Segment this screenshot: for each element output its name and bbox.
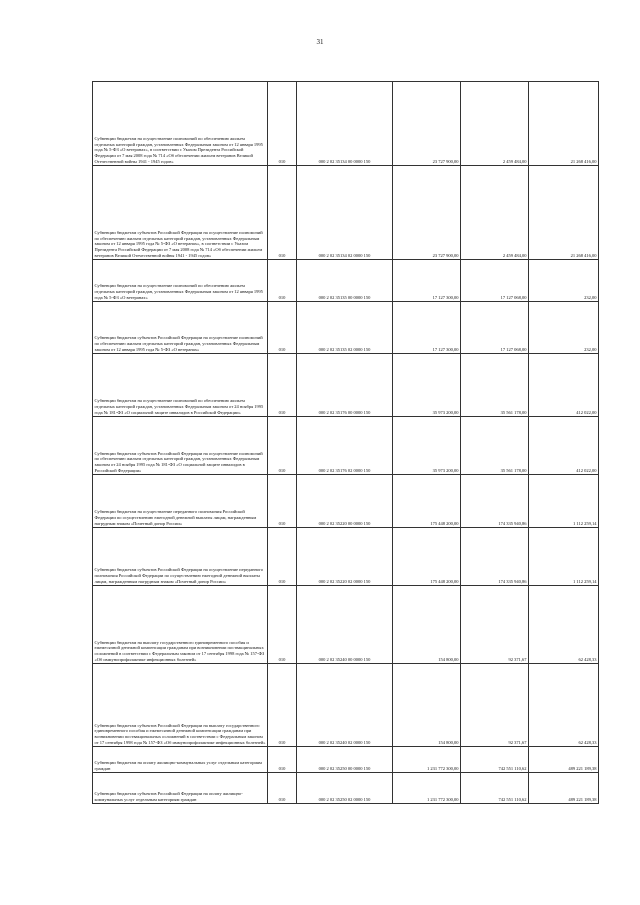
table-row [93, 747, 599, 773]
budget-table [92, 81, 599, 804]
table-row [93, 166, 599, 260]
table-row [93, 302, 599, 354]
row-code: 010 [268, 82, 297, 166]
row-description: Субвенции бюджетам на осуществление полномочий по обеспечению жильем отдельных категорий граждан, установленных Федеральным законом от 12 января 1995 года № 5-ФЗ «О ветеранах», в соответствии с Указом Президента Российской Федерации от 7 мая 2008 года № 714 «Об обеспечении жильем ветеранов Великой Отечественной войны 1941 - 1945 годов» [93, 82, 268, 166]
row-unexecuted-amount: 62 428,33 [529, 664, 599, 747]
row-code: 010 [268, 747, 297, 773]
row-unexecuted-amount: 489 221 189,38 [529, 747, 599, 773]
row-unexecuted-amount: 62 428,33 [529, 586, 599, 664]
row-description: Субвенции бюджетам на осуществление переданного полномочия Российской Федерации по осуществлению ежегодной денежной выплаты лицам, награжденным нагрудным знаком «Почетный донор России» [93, 475, 268, 528]
row-code: 010 [268, 664, 297, 747]
row-classification: 000 2 02 35176 02 0000 150 [297, 417, 393, 475]
row-description: Субвенции бюджетам на выплату государственного единовременного пособия и ежемесячной денежной компенсации гражданам при возникновении поствакцинальных осложнений в соответствии с Федеральным законом от 17 сентября 1998 года № 157-ФЗ «Об иммунопрофилактике инфекционных болезней» [93, 586, 268, 664]
row-code: 010 [268, 354, 297, 417]
row-unexecuted-amount: 1 112 259,14 [529, 528, 599, 586]
row-executed-amount: 17 127 068,00 [461, 260, 529, 302]
row-unexecuted-amount: 489 221 189,38 [529, 773, 599, 804]
row-approved-amount: 23 727 900,00 [393, 82, 461, 166]
row-executed-amount: 174 335 940,86 [461, 528, 529, 586]
row-executed-amount: 35 561 178,00 [461, 417, 529, 475]
row-executed-amount: 2 459 484,00 [461, 82, 529, 166]
row-approved-amount: 35 973 200,00 [393, 417, 461, 475]
page-number: 31 [316, 38, 324, 46]
row-classification: 000 2 02 35135 00 0000 150 [297, 260, 393, 302]
row-unexecuted-amount: 21 268 416,00 [529, 166, 599, 260]
row-classification: 000 2 02 35134 00 0000 150 [297, 82, 393, 166]
row-classification: 000 2 02 35176 00 0000 150 [297, 354, 393, 417]
row-description: Субвенции бюджетам на осуществление полномочий по обеспечению жильем отдельных категорий граждан, установленных Федеральным законом от 12 января 1995 года № 5-ФЗ «О ветеранах» [93, 260, 268, 302]
row-classification: 000 2 02 35250 02 0000 150 [297, 773, 393, 804]
row-unexecuted-amount: 232,00 [529, 260, 599, 302]
row-description: Субвенции бюджетам на осуществление полномочий по обеспечению жильем отдельных категорий граждан, установленных Федеральным законом от 24 ноября 1995 года № 181-ФЗ «О социальной защите инвалидов в Российской Федерации» [93, 354, 268, 417]
row-executed-amount: 35 561 178,00 [461, 354, 529, 417]
row-code: 010 [268, 586, 297, 664]
row-approved-amount: 154 800,00 [393, 586, 461, 664]
row-description: Субвенции бюджетам субъектов Российской Федерации на выплату государственного единовременного пособия и ежемесячной денежной компенсации гражданам при возникновении поствакцинальных осложнений в соответствии с Федеральным законом от 17 сентября 1998 года № 157-ФЗ «Об иммунопрофилактике инфекционных болезней» [93, 664, 268, 747]
row-approved-amount: 23 727 900,00 [393, 166, 461, 260]
row-executed-amount: 742 551 110,62 [461, 773, 529, 804]
row-code: 010 [268, 166, 297, 260]
row-code: 010 [268, 417, 297, 475]
row-executed-amount: 742 551 110,62 [461, 747, 529, 773]
row-code: 010 [268, 475, 297, 528]
row-approved-amount: 154 800,00 [393, 664, 461, 747]
row-description: Субвенции бюджетам субъектов Российской Федерации на осуществление полномочий по обеспечению жильем отдельных категорий граждан, установленных Федеральным законом от 12 января 1995 года № 5-ФЗ «О ветеранах», в соответствии с Указом Президента Российской Федерации от 7 мая 2008 года № 714 «Об обеспечении жильем ветеранов Великой Отечественной войны 1941 - 1945 годов» [93, 166, 268, 260]
row-executed-amount: 174 335 940,86 [461, 475, 529, 528]
row-classification: 000 2 02 35240 02 0000 150 [297, 664, 393, 747]
table-row [93, 586, 599, 664]
row-unexecuted-amount: 412 022,00 [529, 417, 599, 475]
row-unexecuted-amount: 232,00 [529, 302, 599, 354]
row-approved-amount: 1 231 772 300,00 [393, 773, 461, 804]
row-code: 010 [268, 528, 297, 586]
row-unexecuted-amount: 21 268 416,00 [529, 82, 599, 166]
row-approved-amount: 17 127 300,00 [393, 302, 461, 354]
table-row [93, 354, 599, 417]
row-approved-amount: 175 448 200,00 [393, 475, 461, 528]
row-executed-amount: 92 371,67 [461, 664, 529, 747]
row-classification: 000 2 02 35135 02 0000 150 [297, 302, 393, 354]
row-approved-amount: 17 127 300,00 [393, 260, 461, 302]
row-classification: 000 2 02 35220 00 0000 150 [297, 475, 393, 528]
row-approved-amount: 1 231 772 300,00 [393, 747, 461, 773]
row-description: Субвенции бюджетам субъектов Российской Федерации на оплату жилищно-коммунальных услуг отдельным категориям граждан [93, 773, 268, 804]
row-executed-amount: 17 127 068,00 [461, 302, 529, 354]
row-executed-amount: 2 459 484,00 [461, 166, 529, 260]
row-approved-amount: 35 973 200,00 [393, 354, 461, 417]
row-unexecuted-amount: 412 022,00 [529, 354, 599, 417]
table-row [93, 82, 599, 166]
row-description: Субвенции бюджетам субъектов Российской Федерации на осуществление переданного полномочия Российской Федерации по осуществлению ежегодной денежной выплаты лицам, награжденным нагрудным знаком «Почетный донор России» [93, 528, 268, 586]
table-row [93, 528, 599, 586]
row-description: Субвенции бюджетам субъектов Российской Федерации на осуществление полномочий по обеспечению жильем отдельных категорий граждан, установленных Федеральным законом от 12 января 1995 года № 5-ФЗ «О ветеранах» [93, 302, 268, 354]
row-approved-amount: 175 448 200,00 [393, 528, 461, 586]
row-executed-amount: 92 371,67 [461, 586, 529, 664]
row-code: 010 [268, 302, 297, 354]
table-row [93, 664, 599, 747]
table-row [93, 260, 599, 302]
row-classification: 000 2 02 35250 00 0000 150 [297, 747, 393, 773]
row-code: 010 [268, 260, 297, 302]
budget-table-body [93, 82, 599, 804]
table-row [93, 773, 599, 804]
row-classification: 000 2 02 35134 02 0000 150 [297, 166, 393, 260]
table-row [93, 475, 599, 528]
row-code: 010 [268, 773, 297, 804]
table-row [93, 417, 599, 475]
row-description: Субвенции бюджетам на оплату жилищно-коммунальных услуг отдельным категориям граждан [93, 747, 268, 773]
row-classification: 000 2 02 35240 00 0000 150 [297, 586, 393, 664]
row-unexecuted-amount: 1 112 259,14 [529, 475, 599, 528]
row-classification: 000 2 02 35220 02 0000 150 [297, 528, 393, 586]
row-description: Субвенции бюджетам субъектов Российской Федерации на осуществление полномочий по обеспечению жильем отдельных категорий граждан, установленных Федеральным законом от 24 ноября 1995 года № 181-ФЗ «О социальной защите инвалидов в Российской Федерации» [93, 417, 268, 475]
